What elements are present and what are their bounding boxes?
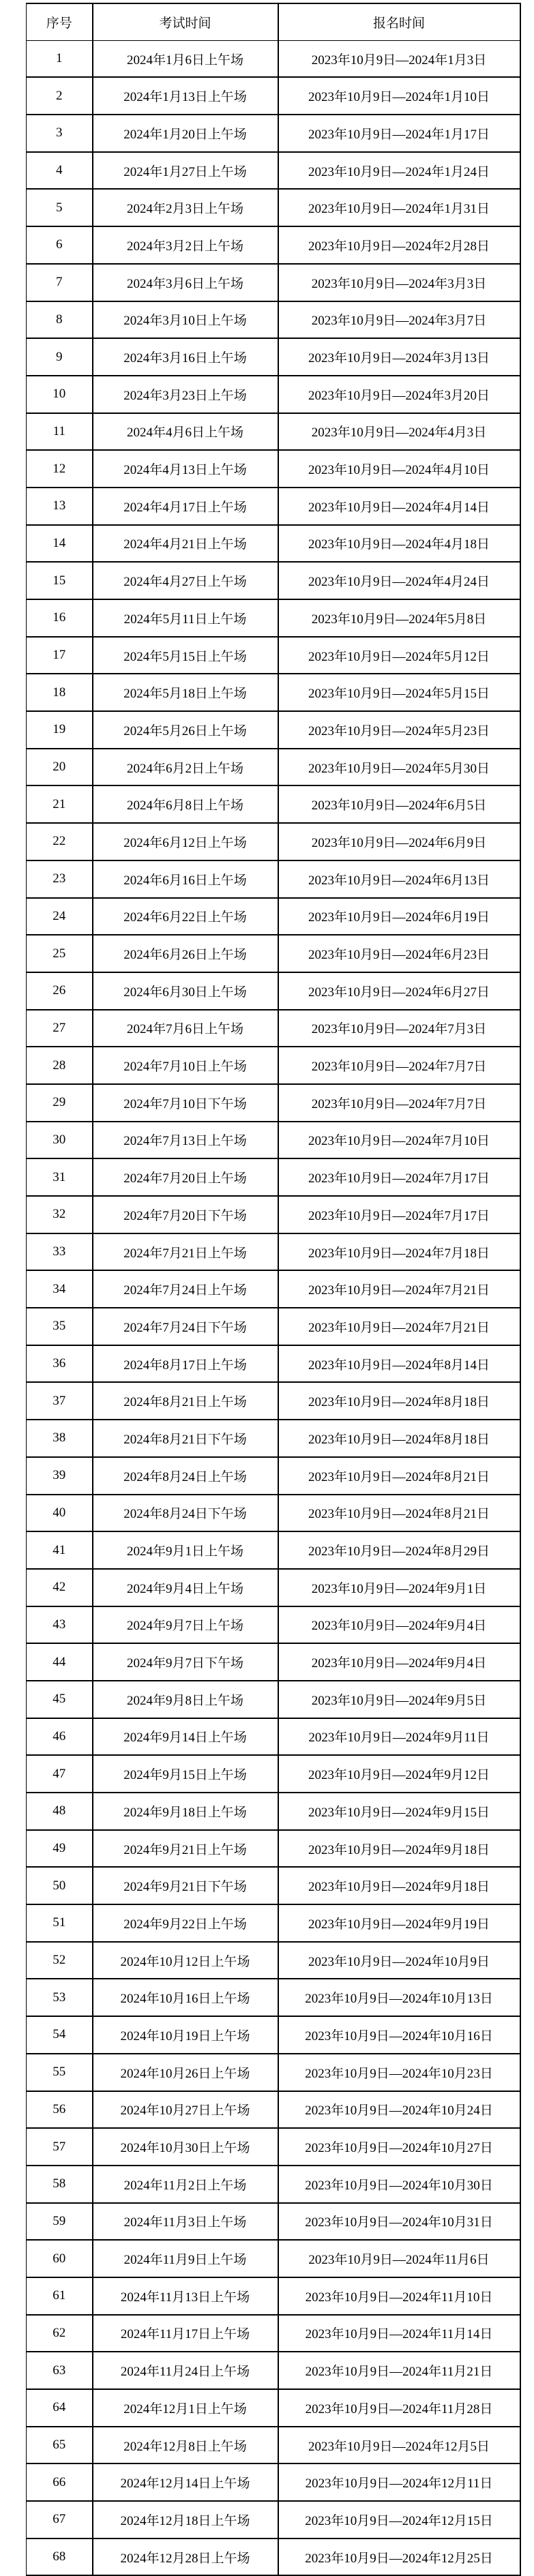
exam-time-cell: 2024年9月7日上午场 [93, 1606, 278, 1644]
table-row [27, 599, 520, 637]
registration-time-cell: 2023年10月9日—2024年9月4日 [278, 1606, 520, 1644]
registration-time-cell: 2023年10月9日—2024年8月29日 [278, 1531, 520, 1569]
exam-time-cell: 2024年9月15日上午场 [93, 1755, 278, 1793]
table-row [27, 189, 520, 226]
exam-time-cell: 2024年8月21日上午场 [93, 1382, 278, 1420]
registration-time-cell: 2023年10月9日—2024年11月21日 [278, 2352, 520, 2389]
table-row [27, 1270, 520, 1308]
registration-time-cell: 2023年10月9日—2024年7月17日 [278, 1196, 520, 1233]
row-number-cell: 24 [27, 898, 93, 935]
row-number-cell: 45 [27, 1681, 93, 1718]
registration-time-cell: 2023年10月9日—2024年1月17日 [278, 115, 520, 152]
row-number-cell: 14 [27, 525, 93, 563]
table-row [27, 711, 520, 749]
registration-time-cell: 2023年10月9日—2024年12月15日 [278, 2501, 520, 2538]
row-number-cell: 43 [27, 1606, 93, 1644]
registration-time-cell: 2023年10月9日—2024年7月3日 [278, 1010, 520, 1047]
exam-time-cell: 2024年5月15日上午场 [93, 637, 278, 674]
row-number-cell: 3 [27, 115, 93, 152]
table-row [27, 376, 520, 413]
registration-time-cell: 2023年10月9日—2024年3月13日 [278, 338, 520, 376]
table-row [27, 488, 520, 525]
registration-time-cell: 2023年10月9日—2024年5月8日 [278, 599, 520, 637]
exam-time-cell: 2024年8月17日上午场 [93, 1345, 278, 1383]
registration-time-cell: 2023年10月9日—2024年9月5日 [278, 1681, 520, 1718]
exam-time-cell: 2024年2月3日上午场 [93, 189, 278, 226]
table-row [27, 1084, 520, 1122]
table-row [27, 264, 520, 301]
row-number-cell: 6 [27, 226, 93, 264]
table-row [27, 935, 520, 972]
exam-time-cell: 2024年5月11日上午场 [93, 599, 278, 637]
registration-time-cell: 2023年10月9日—2024年9月18日 [278, 1830, 520, 1868]
row-number-cell: 12 [27, 450, 93, 488]
exam-time-cell: 2024年9月18日上午场 [93, 1793, 278, 1830]
table-row [27, 1718, 520, 1756]
registration-time-cell: 2023年10月9日—2024年7月10日 [278, 1122, 520, 1159]
exam-time-cell: 2024年4月6日上午场 [93, 413, 278, 451]
registration-time-cell: 2023年10月9日—2024年4月18日 [278, 525, 520, 563]
exam-time-cell: 2024年4月21日上午场 [93, 525, 278, 563]
registration-time-cell: 2023年10月9日—2024年8月21日 [278, 1495, 520, 1532]
table-row [27, 2091, 520, 2129]
row-number-cell: 33 [27, 1233, 93, 1271]
exam-time-cell: 2024年10月27日上午场 [93, 2091, 278, 2129]
registration-time-cell: 2023年10月9日—2024年11月6日 [278, 2240, 520, 2277]
row-number-cell: 10 [27, 376, 93, 413]
table-row [27, 2427, 520, 2464]
exam-time-cell: 2024年9月14日上午场 [93, 1718, 278, 1756]
table-row [27, 2016, 520, 2054]
table-row [27, 2054, 520, 2091]
row-number-cell: 28 [27, 1047, 93, 1084]
row-number-cell: 68 [27, 2538, 93, 2576]
row-number-cell: 58 [27, 2166, 93, 2203]
row-number-cell: 29 [27, 1084, 93, 1122]
exam-time-cell: 2024年10月26日上午场 [93, 2054, 278, 2091]
row-number-cell: 15 [27, 562, 93, 599]
registration-time-cell: 2023年10月9日—2024年8月21日 [278, 1457, 520, 1495]
table-row [27, 152, 520, 190]
row-number-cell: 41 [27, 1531, 93, 1569]
table-row [27, 40, 520, 77]
table-row [27, 1420, 520, 1457]
registration-time-cell: 2023年10月9日—2024年4月3日 [278, 413, 520, 451]
exam-time-cell: 2024年3月23日上午场 [93, 376, 278, 413]
row-number-cell: 13 [27, 488, 93, 525]
row-number-cell: 21 [27, 785, 93, 823]
registration-time-cell: 2023年10月9日—2024年11月28日 [278, 2389, 520, 2427]
row-number-cell: 61 [27, 2277, 93, 2315]
exam-time-cell: 2024年12月28日上午场 [93, 2538, 278, 2576]
registration-time-cell: 2023年10月9日—2024年6月13日 [278, 860, 520, 898]
table-row [27, 2315, 520, 2352]
row-number-cell: 27 [27, 1010, 93, 1047]
registration-time-cell: 2023年10月9日—2024年6月9日 [278, 823, 520, 860]
row-number-cell: 35 [27, 1308, 93, 1345]
exam-time-cell: 2024年3月10日上午场 [93, 301, 278, 339]
table-row [27, 1830, 520, 1868]
table-row [27, 2166, 520, 2203]
registration-time-cell: 2023年10月9日—2024年10月27日 [278, 2128, 520, 2166]
registration-time-cell: 2023年10月9日—2024年5月23日 [278, 711, 520, 749]
table-row [27, 77, 520, 115]
row-number-cell: 9 [27, 338, 93, 376]
table-row [27, 413, 520, 451]
table-row [27, 1308, 520, 1345]
registration-time-cell: 2023年10月9日—2024年6月19日 [278, 898, 520, 935]
exam-time-cell: 2024年12月8日上午场 [93, 2427, 278, 2464]
exam-time-cell: 2024年7月21日上午场 [93, 1233, 278, 1271]
exam-time-cell: 2024年7月6日上午场 [93, 1010, 278, 1047]
row-number-cell: 7 [27, 264, 93, 301]
exam-time-cell: 2024年9月7日下午场 [93, 1643, 278, 1681]
row-number-cell: 26 [27, 972, 93, 1010]
row-number-cell: 34 [27, 1270, 93, 1308]
registration-time-cell: 2023年10月9日—2024年1月31日 [278, 189, 520, 226]
row-number-cell: 38 [27, 1420, 93, 1457]
exam-time-cell: 2024年7月10日下午场 [93, 1084, 278, 1122]
row-number-cell: 2 [27, 77, 93, 115]
exam-time-cell: 2024年11月24日上午场 [93, 2352, 278, 2389]
table-row [27, 301, 520, 339]
table-row [27, 823, 520, 860]
table-row [27, 1643, 520, 1681]
table-row [27, 2538, 520, 2576]
exam-time-cell: 2024年4月27日上午场 [93, 562, 278, 599]
registration-time-cell: 2023年10月9日—2024年5月12日 [278, 637, 520, 674]
exam-time-cell: 2024年9月22日上午场 [93, 1904, 278, 1942]
exam-time-cell: 2024年10月16日上午场 [93, 1979, 278, 2016]
registration-time-cell: 2023年10月9日—2024年12月25日 [278, 2538, 520, 2576]
registration-time-cell: 2023年10月9日—2024年9月19日 [278, 1904, 520, 1942]
registration-time-cell: 2023年10月9日—2024年11月10日 [278, 2277, 520, 2315]
exam-time-cell: 2024年11月13日上午场 [93, 2277, 278, 2315]
registration-time-cell: 2023年10月9日—2024年6月23日 [278, 935, 520, 972]
table-row [27, 115, 520, 152]
column-header-registration-time: 报名时间 [278, 3, 520, 40]
row-number-cell: 4 [27, 152, 93, 190]
row-number-cell: 5 [27, 189, 93, 226]
row-number-cell: 48 [27, 1793, 93, 1830]
exam-time-cell: 2024年9月8日上午场 [93, 1681, 278, 1718]
exam-time-cell: 2024年3月6日上午场 [93, 264, 278, 301]
table-row [27, 2277, 520, 2315]
registration-time-cell: 2023年10月9日—2024年9月18日 [278, 1867, 520, 1904]
row-number-cell: 51 [27, 1904, 93, 1942]
exam-time-cell: 2024年8月21日下午场 [93, 1420, 278, 1457]
table-row [27, 1233, 520, 1271]
row-number-cell: 20 [27, 749, 93, 786]
table-row [27, 1122, 520, 1159]
row-number-cell: 59 [27, 2203, 93, 2241]
table-header-row [27, 3, 520, 40]
exam-time-cell: 2024年7月13日上午场 [93, 1122, 278, 1159]
row-number-cell: 65 [27, 2427, 93, 2464]
exam-time-cell: 2024年12月18日上午场 [93, 2501, 278, 2538]
exam-time-cell: 2024年12月14日上午场 [93, 2463, 278, 2501]
row-number-cell: 49 [27, 1830, 93, 1868]
exam-time-cell: 2024年9月4日上午场 [93, 1569, 278, 1606]
exam-time-cell: 2024年11月9日上午场 [93, 2240, 278, 2277]
row-number-cell: 66 [27, 2463, 93, 2501]
registration-time-cell: 2023年10月9日—2024年7月21日 [278, 1308, 520, 1345]
table-row [27, 749, 520, 786]
exam-time-cell: 2024年1月27日上午场 [93, 152, 278, 190]
row-number-cell: 50 [27, 1867, 93, 1904]
registration-time-cell: 2023年10月9日—2024年3月3日 [278, 264, 520, 301]
registration-time-cell: 2023年10月9日—2024年10月24日 [278, 2091, 520, 2129]
registration-time-cell: 2023年10月9日—2024年7月17日 [278, 1158, 520, 1196]
row-number-cell: 53 [27, 1979, 93, 2016]
row-number-cell: 22 [27, 823, 93, 860]
registration-time-cell: 2023年10月9日—2024年4月24日 [278, 562, 520, 599]
exam-time-cell: 2024年7月24日下午场 [93, 1308, 278, 1345]
exam-time-cell: 2024年6月12日上午场 [93, 823, 278, 860]
exam-time-cell: 2024年5月26日上午场 [93, 711, 278, 749]
registration-time-cell: 2023年10月9日—2024年7月7日 [278, 1047, 520, 1084]
registration-time-cell: 2023年10月9日—2024年11月14日 [278, 2315, 520, 2352]
registration-time-cell: 2023年10月9日—2024年1月24日 [278, 152, 520, 190]
registration-time-cell: 2023年10月9日—2024年10月23日 [278, 2054, 520, 2091]
row-number-cell: 63 [27, 2352, 93, 2389]
table-row [27, 2463, 520, 2501]
row-number-cell: 62 [27, 2315, 93, 2352]
table-row [27, 785, 520, 823]
registration-time-cell: 2023年10月9日—2024年1月10日 [278, 77, 520, 115]
exam-time-cell: 2024年7月10日上午场 [93, 1047, 278, 1084]
table-row [27, 2389, 520, 2427]
row-number-cell: 25 [27, 935, 93, 972]
exam-schedule-container [26, 3, 521, 2576]
row-number-cell: 36 [27, 1345, 93, 1383]
exam-time-cell: 2024年11月3日上午场 [93, 2203, 278, 2241]
exam-time-cell: 2024年9月21日上午场 [93, 1830, 278, 1868]
row-number-cell: 11 [27, 413, 93, 451]
registration-time-cell: 2023年10月9日—2024年5月30日 [278, 749, 520, 786]
table-row [27, 1196, 520, 1233]
row-number-cell: 39 [27, 1457, 93, 1495]
registration-time-cell: 2023年10月9日—2024年10月16日 [278, 2016, 520, 2054]
exam-time-cell: 2024年8月24日上午场 [93, 1457, 278, 1495]
exam-time-cell: 2024年10月30日上午场 [93, 2128, 278, 2166]
registration-time-cell: 2023年10月9日—2024年3月7日 [278, 301, 520, 339]
row-number-cell: 1 [27, 40, 93, 77]
exam-time-cell: 2024年5月18日上午场 [93, 674, 278, 711]
exam-time-cell: 2024年10月19日上午场 [93, 2016, 278, 2054]
table-row [27, 450, 520, 488]
registration-time-cell: 2023年10月9日—2024年1月3日 [278, 40, 520, 77]
row-number-cell: 57 [27, 2128, 93, 2166]
exam-time-cell: 2024年1月13日上午场 [93, 77, 278, 115]
table-row [27, 637, 520, 674]
registration-time-cell: 2023年10月9日—2024年9月11日 [278, 1718, 520, 1756]
registration-time-cell: 2023年10月9日—2024年7月7日 [278, 1084, 520, 1122]
exam-time-cell: 2024年8月24日下午场 [93, 1495, 278, 1532]
table-row [27, 1457, 520, 1495]
exam-time-cell: 2024年3月16日上午场 [93, 338, 278, 376]
registration-time-cell: 2023年10月9日—2024年8月14日 [278, 1345, 520, 1383]
exam-time-cell: 2024年4月17日上午场 [93, 488, 278, 525]
table-row [27, 525, 520, 563]
table-row [27, 972, 520, 1010]
registration-time-cell: 2023年10月9日—2024年8月18日 [278, 1420, 520, 1457]
row-number-cell: 52 [27, 1942, 93, 1979]
row-number-cell: 42 [27, 1569, 93, 1606]
registration-time-cell: 2023年10月9日—2024年10月9日 [278, 1942, 520, 1979]
exam-time-cell: 2024年9月1日上午场 [93, 1531, 278, 1569]
table-row [27, 1047, 520, 1084]
exam-time-cell: 2024年6月8日上午场 [93, 785, 278, 823]
exam-time-cell: 2024年6月26日上午场 [93, 935, 278, 972]
registration-time-cell: 2023年10月9日—2024年9月4日 [278, 1643, 520, 1681]
row-number-cell: 47 [27, 1755, 93, 1793]
row-number-cell: 19 [27, 711, 93, 749]
registration-time-cell: 2023年10月9日—2024年10月30日 [278, 2166, 520, 2203]
row-number-cell: 32 [27, 1196, 93, 1233]
row-number-cell: 16 [27, 599, 93, 637]
exam-time-cell: 2024年6月2日上午场 [93, 749, 278, 786]
table-row [27, 898, 520, 935]
registration-time-cell: 2023年10月9日—2024年6月5日 [278, 785, 520, 823]
table-row [27, 1904, 520, 1942]
table-row [27, 1606, 520, 1644]
table-row [27, 2352, 520, 2389]
exam-time-cell: 2024年4月13日上午场 [93, 450, 278, 488]
row-number-cell: 67 [27, 2501, 93, 2538]
row-number-cell: 56 [27, 2091, 93, 2129]
row-number-cell: 30 [27, 1122, 93, 1159]
exam-time-cell: 2024年12月1日上午场 [93, 2389, 278, 2427]
row-number-cell: 55 [27, 2054, 93, 2091]
exam-time-cell: 2024年1月6日上午场 [93, 40, 278, 77]
exam-time-cell: 2024年7月20日上午场 [93, 1158, 278, 1196]
row-number-cell: 54 [27, 2016, 93, 2054]
exam-schedule-table [26, 3, 521, 2576]
registration-time-cell: 2023年10月9日—2024年10月13日 [278, 1979, 520, 2016]
registration-time-cell: 2023年10月9日—2024年4月10日 [278, 450, 520, 488]
registration-time-cell: 2023年10月9日—2024年12月11日 [278, 2463, 520, 2501]
row-number-cell: 44 [27, 1643, 93, 1681]
exam-time-cell: 2024年7月24日上午场 [93, 1270, 278, 1308]
table-row [27, 2501, 520, 2538]
exam-time-cell: 2024年1月20日上午场 [93, 115, 278, 152]
table-row [27, 860, 520, 898]
registration-time-cell: 2023年10月9日—2024年3月20日 [278, 376, 520, 413]
table-row [27, 1755, 520, 1793]
table-row [27, 1979, 520, 2016]
row-number-cell: 40 [27, 1495, 93, 1532]
row-number-cell: 46 [27, 1718, 93, 1756]
exam-time-cell: 2024年7月20日下午场 [93, 1196, 278, 1233]
registration-time-cell: 2023年10月9日—2024年4月14日 [278, 488, 520, 525]
table-row [27, 1942, 520, 1979]
table-row [27, 562, 520, 599]
exam-time-cell: 2024年9月21日下午场 [93, 1867, 278, 1904]
registration-time-cell: 2023年10月9日—2024年5月15日 [278, 674, 520, 711]
registration-time-cell: 2023年10月9日—2024年7月18日 [278, 1233, 520, 1271]
table-row [27, 1382, 520, 1420]
registration-time-cell: 2023年10月9日—2024年10月31日 [278, 2203, 520, 2241]
registration-time-cell: 2023年10月9日—2024年9月12日 [278, 1755, 520, 1793]
row-number-cell: 64 [27, 2389, 93, 2427]
table-row [27, 1569, 520, 1606]
registration-time-cell: 2023年10月9日—2024年9月15日 [278, 1793, 520, 1830]
registration-time-cell: 2023年10月9日—2024年7月21日 [278, 1270, 520, 1308]
table-row [27, 1681, 520, 1718]
table-row [27, 1345, 520, 1383]
row-number-cell: 18 [27, 674, 93, 711]
exam-time-cell: 2024年11月2日上午场 [93, 2166, 278, 2203]
exam-time-cell: 2024年6月16日上午场 [93, 860, 278, 898]
table-row [27, 2240, 520, 2277]
table-row [27, 1010, 520, 1047]
table-row [27, 1495, 520, 1532]
registration-time-cell: 2023年10月9日—2024年8月18日 [278, 1382, 520, 1420]
table-row [27, 1158, 520, 1196]
exam-time-cell: 2024年10月12日上午场 [93, 1942, 278, 1979]
table-row [27, 1793, 520, 1830]
row-number-cell: 17 [27, 637, 93, 674]
table-row [27, 1531, 520, 1569]
registration-time-cell: 2023年10月9日—2024年12月5日 [278, 2427, 520, 2464]
exam-time-cell: 2024年11月17日上午场 [93, 2315, 278, 2352]
row-number-cell: 37 [27, 1382, 93, 1420]
exam-time-cell: 2024年3月2日上午场 [93, 226, 278, 264]
row-number-cell: 31 [27, 1158, 93, 1196]
table-row [27, 674, 520, 711]
row-number-cell: 60 [27, 2240, 93, 2277]
table-row [27, 226, 520, 264]
registration-time-cell: 2023年10月9日—2024年2月28日 [278, 226, 520, 264]
exam-time-cell: 2024年6月30日上午场 [93, 972, 278, 1010]
registration-time-cell: 2023年10月9日—2024年6月27日 [278, 972, 520, 1010]
column-header-exam-time: 考试时间 [93, 3, 278, 40]
table-row [27, 2203, 520, 2241]
registration-time-cell: 2023年10月9日—2024年9月1日 [278, 1569, 520, 1606]
row-number-cell: 23 [27, 860, 93, 898]
table-row [27, 2128, 520, 2166]
row-number-cell: 8 [27, 301, 93, 339]
exam-time-cell: 2024年6月22日上午场 [93, 898, 278, 935]
table-row [27, 338, 520, 376]
table-row [27, 1867, 520, 1904]
column-header-number: 序号 [27, 3, 93, 40]
